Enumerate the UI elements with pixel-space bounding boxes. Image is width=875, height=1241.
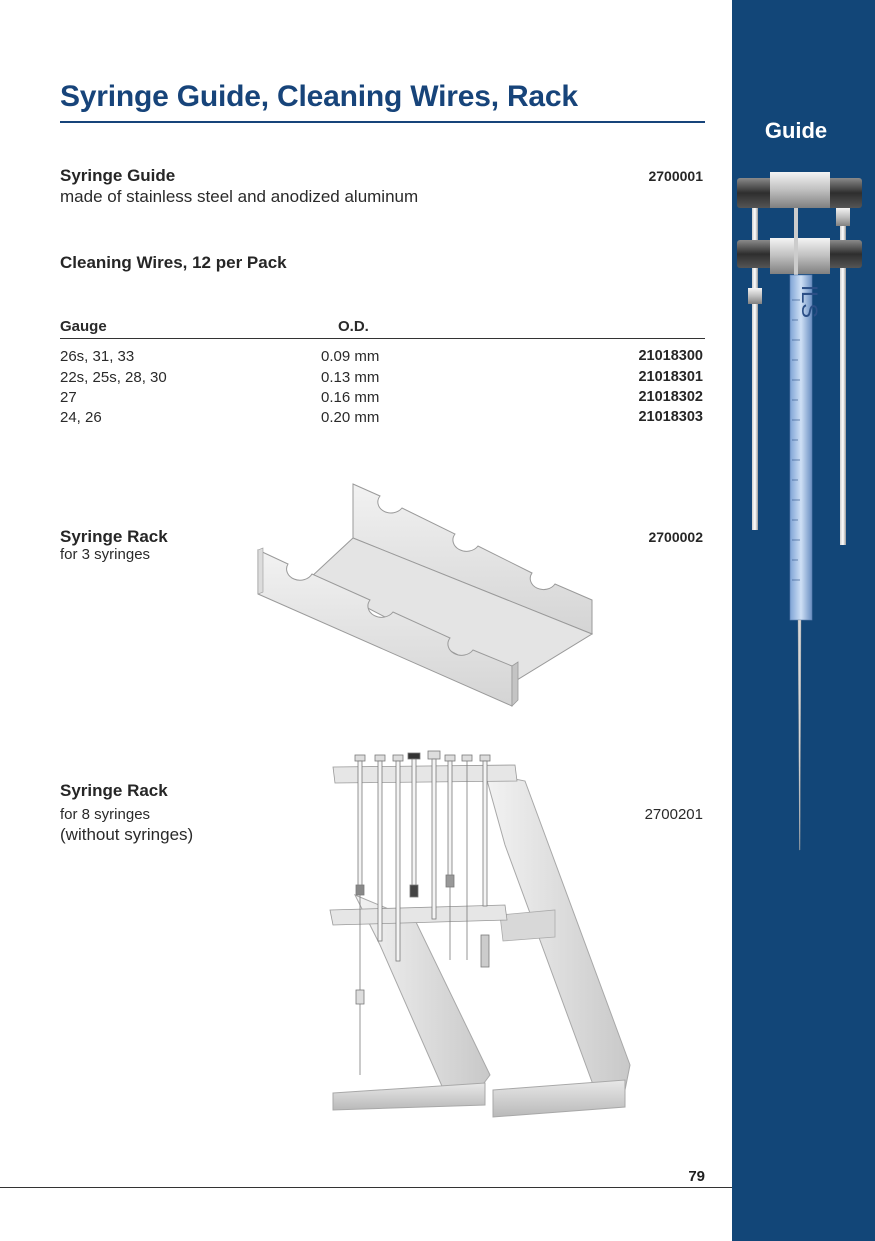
column-header-od: O.D. bbox=[338, 318, 369, 335]
rack-3-heading: Syringe Rack bbox=[60, 527, 168, 546]
rack-8-code: 2700201 bbox=[644, 806, 703, 823]
rack-3-code: 2700002 bbox=[648, 529, 703, 545]
syringe-guide-image bbox=[732, 160, 875, 860]
cleaning-wires-heading: Cleaning Wires, 12 per Pack bbox=[60, 253, 287, 272]
footer-divider bbox=[0, 1187, 732, 1188]
table-header-divider bbox=[60, 338, 705, 339]
rack-3-description: for 3 syringes bbox=[60, 546, 151, 563]
gauge-cell: 27 bbox=[60, 389, 77, 406]
page-number: 79 bbox=[688, 1168, 705, 1185]
syringe-guide-description: made of stainless steel and anodized aluminum bbox=[60, 187, 419, 206]
rack-8-heading: Syringe Rack bbox=[60, 781, 168, 800]
gauge-cell: 22s, 25s, 28, 30 bbox=[60, 369, 167, 386]
title-divider bbox=[60, 121, 705, 123]
sidebar-label: Guide bbox=[764, 118, 828, 143]
syringe-brand-label: ILS bbox=[797, 285, 822, 319]
code-cell: 21018301 bbox=[638, 369, 703, 385]
rack-8-note: (without syringes) bbox=[60, 825, 194, 844]
code-cell: 21018303 bbox=[638, 409, 703, 425]
code-cell: 21018302 bbox=[638, 389, 703, 405]
od-cell: 0.13 mm bbox=[321, 369, 380, 386]
syringe-guide-heading: Syringe Guide bbox=[60, 166, 176, 185]
gauge-cell: 26s, 31, 33 bbox=[60, 348, 135, 365]
od-cell: 0.09 mm bbox=[321, 348, 380, 365]
gauge-cell: 24, 26 bbox=[60, 409, 102, 426]
code-cell: 21018300 bbox=[638, 348, 703, 364]
column-header-gauge: Gauge bbox=[60, 318, 107, 335]
rack-8-description: for 8 syringes bbox=[60, 806, 151, 823]
rack-8-image bbox=[325, 745, 655, 1120]
od-cell: 0.20 mm bbox=[321, 409, 380, 426]
rack-3-image bbox=[250, 478, 600, 708]
od-cell: 0.16 mm bbox=[321, 389, 380, 406]
syringe-guide-code: 2700001 bbox=[648, 168, 703, 184]
page-title: Syringe Guide, Cleaning Wires, Rack bbox=[60, 80, 578, 113]
